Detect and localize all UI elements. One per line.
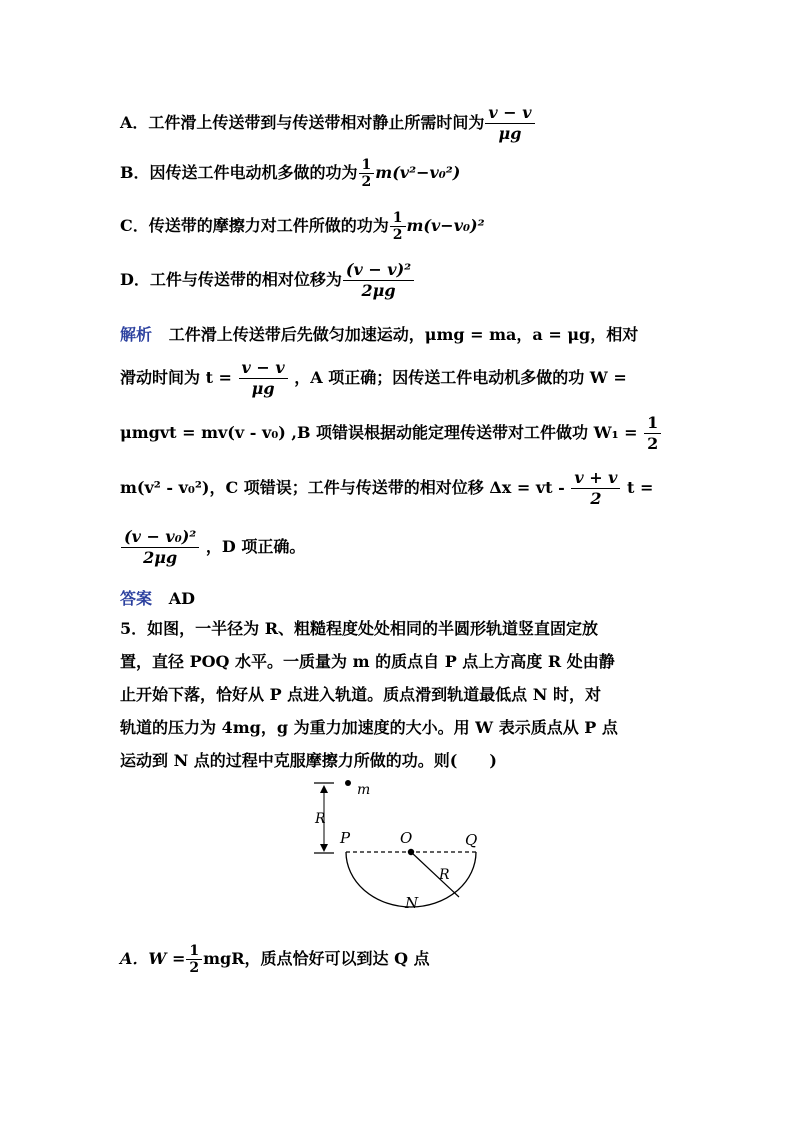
label-P: P <box>340 829 351 847</box>
analysis-text: 滑动时间为 t = <box>120 368 232 387</box>
answer-value: AD <box>168 589 196 608</box>
analysis-label: 解析 <box>120 325 153 344</box>
fraction-den: 2 <box>590 489 602 508</box>
option-a-1 <box>120 103 536 144</box>
analysis-text: ，A 项正确；因传送工件电动机多做的功 W = <box>294 368 627 387</box>
option-d-1 <box>120 260 415 301</box>
fraction-den: 2 <box>189 960 200 976</box>
label-R-radius: R <box>439 867 450 883</box>
fraction-den: 2 <box>392 227 403 243</box>
question-line: 5．如图，一半径为 R、粗糙程度处处相同的半圆形轨道竖直固定放 <box>120 619 599 638</box>
fraction-den: μg <box>498 124 522 143</box>
analysis-text: 工件滑上传送带后先做匀加速运动，μmg = ma，a = μg，相对 <box>168 325 639 344</box>
answer-label: 答案 <box>120 589 153 608</box>
fraction-num: 1 <box>644 413 661 434</box>
option-text: A．W = <box>120 949 186 968</box>
fraction-num: v − v <box>485 103 534 124</box>
fraction <box>343 260 414 301</box>
fraction <box>390 210 406 243</box>
answer-line <box>120 586 195 609</box>
formula: m(v−v₀)² <box>406 216 485 235</box>
option-text: B．因传送工件电动机多做的功为 <box>120 163 358 182</box>
question-5 <box>120 612 676 777</box>
label-R-height: R <box>315 811 326 827</box>
arrow-up-head <box>320 785 328 793</box>
analysis-line-1 <box>120 322 638 345</box>
fraction-den: 2 <box>647 434 659 453</box>
question-line: 运动到 N 点的过程中克服摩擦力所做的功。则( ) <box>120 751 497 770</box>
fraction-num: (v − v₀)² <box>121 527 199 548</box>
fraction-num: 1 <box>390 210 406 227</box>
analysis-line-4 <box>120 468 653 509</box>
fraction-den: 2 <box>361 174 372 190</box>
fraction-num: (v − v)² <box>343 260 414 281</box>
fraction-num: v + v <box>571 468 620 489</box>
analysis-text: m(v² - v₀²)，C 项错误；工件与传送带的相对位移 Δx = vt - <box>120 478 565 497</box>
mass-point <box>345 780 351 786</box>
fraction-den: μg <box>251 379 275 398</box>
question-line: 止开始下落，恰好从 P 点进入轨道。质点滑到轨道最低点 N 时，对 <box>120 685 601 704</box>
radius-line <box>411 852 459 897</box>
fraction-den: 2μg <box>143 548 178 567</box>
analysis-text: ，D 项正确。 <box>205 537 306 556</box>
fraction <box>644 413 661 454</box>
arrow-down-head <box>320 844 328 852</box>
analysis-text: μmgvt = mv(v - v₀) ,B 项错误根据动能定理传送带对工件做功 W₁ = <box>120 423 638 442</box>
formula: m(v²−v₀²) <box>375 163 461 182</box>
fraction <box>186 943 202 976</box>
fraction <box>359 157 375 190</box>
analysis-line-3 <box>120 413 662 454</box>
option-text: C．传送带的摩擦力对工件所做的功为 <box>120 216 389 235</box>
option-rest: mgR，质点恰好可以到达 Q 点 <box>203 949 430 968</box>
label-Q: Q <box>465 831 478 849</box>
analysis-line-5 <box>120 527 305 568</box>
fraction <box>571 468 620 509</box>
fraction <box>121 527 199 568</box>
option-c-1 <box>120 210 485 243</box>
fraction <box>239 358 288 399</box>
question-line: 轨道的压力为 4mg，g 为重力加速度的大小。用 W 表示质点从 P 点 <box>120 718 618 737</box>
option-text: D．工件与传送带的相对位移为 <box>120 270 342 289</box>
option-a-2 <box>120 943 430 976</box>
fraction-num: v − v <box>239 358 288 379</box>
semicircle-track-figure <box>300 775 530 925</box>
fraction-den: 2μg <box>361 281 396 300</box>
option-text: A．工件滑上传送带到与传送带相对静止所需时间为 <box>120 113 485 132</box>
label-m: m <box>357 782 371 798</box>
fraction-num: 1 <box>186 943 202 960</box>
analysis-line-2 <box>120 358 627 399</box>
analysis-text: t = <box>627 478 654 497</box>
label-N: N <box>405 894 419 912</box>
question-line: 置，直径 POQ 水平。一质量为 m 的质点自 P 点上方高度 R 处由静 <box>120 652 615 671</box>
fraction <box>485 103 534 144</box>
label-O: O <box>400 829 413 847</box>
option-b-1 <box>120 157 460 190</box>
fraction-num: 1 <box>359 157 375 174</box>
